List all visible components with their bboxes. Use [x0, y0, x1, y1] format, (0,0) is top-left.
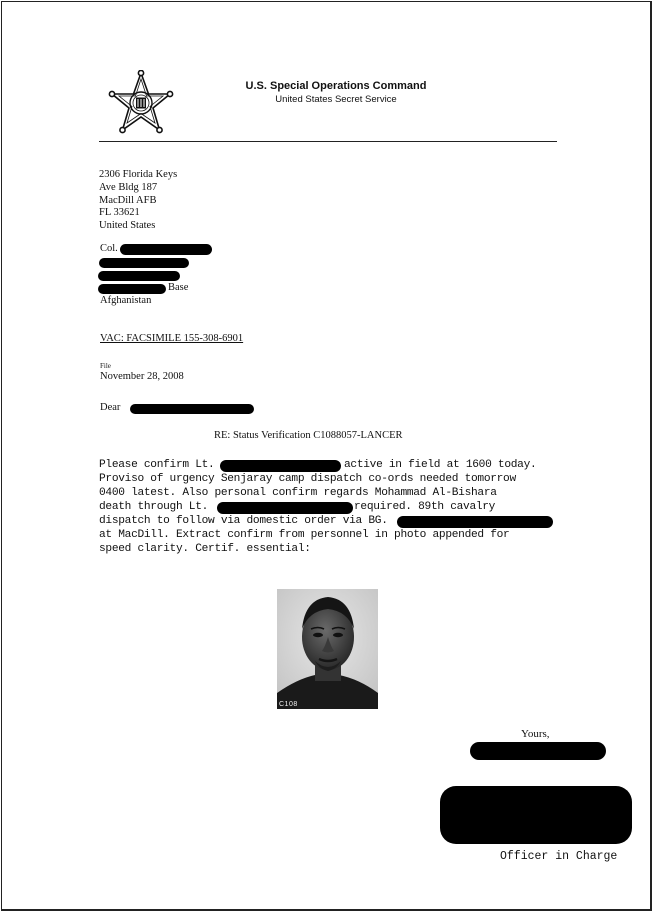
redaction-bar	[397, 516, 553, 528]
redaction-bar	[130, 404, 254, 414]
recipient-title: Col.	[100, 243, 118, 254]
photo-caption: C108	[279, 701, 298, 708]
address-line: United States	[99, 220, 156, 232]
subject-line: RE: Status Verification C1088057-LANCER	[214, 430, 403, 441]
star-badge-icon	[106, 70, 176, 136]
fax-line: VAC: FACSIMILE 155-308-6901	[100, 333, 244, 344]
file-date: November 28, 2008	[100, 371, 184, 382]
body-line: death through Lt.	[99, 501, 209, 513]
redaction-bar	[98, 271, 180, 281]
address-line: Ave Bldg 187	[99, 181, 158, 193]
redaction-bar	[120, 244, 212, 255]
redaction-bar	[99, 258, 189, 268]
organization-subtitle: United States Secret Service	[275, 94, 397, 105]
signature-redaction	[470, 742, 606, 760]
redaction-bar	[220, 460, 341, 472]
body-line: dispatch to follow via domestic order via BG.	[99, 515, 388, 527]
personnel-photo	[277, 589, 378, 709]
body-line: at MacDill. Extract confirm from personnel in photo appended for	[99, 529, 510, 541]
salutation: Dear	[100, 402, 121, 413]
recipient-base: Base	[168, 282, 189, 293]
body-line: 0400 latest. Also personal confirm regards Mohammad Al-Bishara	[99, 487, 497, 499]
header-divider	[99, 141, 557, 142]
body-line: required. 89th cavalry	[354, 501, 496, 513]
redaction-bar	[217, 502, 353, 514]
file-label: File	[100, 362, 111, 370]
organization-title: U.S. Special Operations Command	[245, 80, 427, 92]
body-line: Please confirm Lt.	[99, 459, 215, 471]
body-line: speed clarity. Certif. essential:	[99, 543, 311, 555]
address-line: MacDill AFB	[99, 194, 157, 206]
letter-page	[1, 1, 652, 911]
closing-yours: Yours,	[521, 728, 550, 740]
signature-redaction	[440, 786, 632, 844]
address-line: 2306 Florida Keys	[99, 169, 178, 180]
address-line: FL 33621	[99, 207, 140, 219]
body-line: Proviso of urgency Senjaray camp dispatch co-ords needed tomorrow	[99, 473, 516, 485]
recipient-country: Afghanistan	[100, 295, 152, 306]
sender-address	[99, 169, 177, 233]
redaction-bar	[98, 284, 166, 294]
officer-signoff: Officer in Charge	[500, 850, 618, 863]
body-line: active in field at 1600 today.	[344, 459, 537, 471]
portrait-image	[277, 589, 378, 709]
